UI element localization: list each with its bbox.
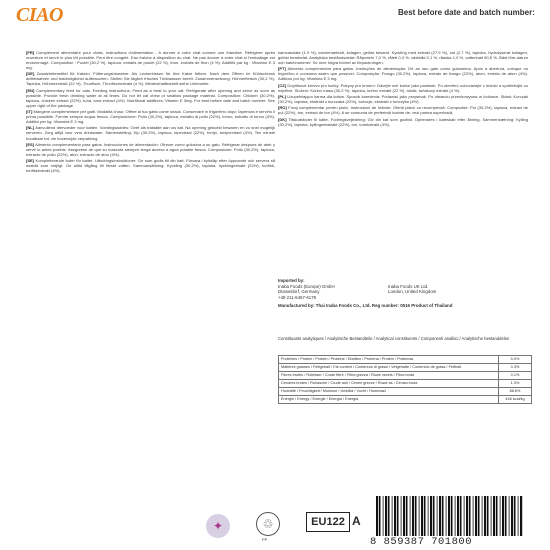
language-code: [ES] bbox=[26, 141, 35, 147]
paragraph bbox=[278, 117, 528, 127]
language-code: [PL] bbox=[278, 93, 286, 99]
nutrition-row bbox=[279, 371, 532, 379]
paragraph-text: Mangime complementare per gatti. Modalità d'uso: Offrire al tuo gatto come snack. Conservare in frigorifero dopo l'apertura e servirlo il prima possibile. Fornire sempre acqua fresca. Composizione: Pollo (30,2%), tapioca, estratto di pollo (22%), tonno, estratto di tonno (4%). Additivi per kg: Vitamina E 3 mg. bbox=[26, 109, 275, 125]
nutrient-label: Fibres brutes / Rohfaser / Crude fibre / Fibra grezza / Ruwe vezels / Fibra bruta bbox=[279, 371, 499, 379]
barcode-bar bbox=[406, 496, 408, 536]
barcode-bar bbox=[502, 496, 504, 536]
paragraph bbox=[26, 158, 275, 173]
language-code: [IT] bbox=[26, 109, 33, 115]
barcode-bar bbox=[446, 496, 447, 536]
paragraph-text: Kompletterande foder för katter. Utfodringsinstruktioner: Ge som godis till din katt. Förvara i kylskåp efter öppnande och servera så snabbt som möjligt. Ge alltid tillgång till färskt vatten. Sammansättning: Kyckling (30,2%), tapioka, kycklingextrakt (22%), tonfisk, tonfiskextrakt (4%). bbox=[26, 158, 275, 174]
paragraph bbox=[26, 125, 275, 140]
nutrient-value: 0.3% bbox=[499, 363, 532, 371]
nutrient-label: Cendres brutes / Rohasche / Crude ash / Ceneri grezze / Ruwe as / Ceniza bruta bbox=[279, 379, 499, 387]
paragraph bbox=[26, 88, 275, 108]
recycle-label: PP bbox=[262, 537, 268, 542]
paragraph bbox=[278, 94, 528, 104]
nutrient-value: 88.6% bbox=[499, 387, 532, 395]
nutrition-row bbox=[279, 363, 532, 371]
barcode-bar bbox=[392, 496, 393, 536]
barcode-bar bbox=[419, 496, 420, 536]
barcode-bar bbox=[520, 496, 522, 536]
barcode-bar bbox=[385, 496, 387, 536]
manufacturer-line: Manufactured by: Thai Inaba Foods Co., Ltd. Reg number: 0516 Product of Thailand bbox=[278, 303, 453, 309]
paragraph bbox=[278, 105, 528, 115]
best-before-label: Best before date and batch number: bbox=[398, 8, 535, 17]
barcode-bar bbox=[437, 496, 438, 536]
barcode-bar bbox=[439, 496, 441, 536]
barcode-bar bbox=[397, 496, 399, 536]
lot-code: EU122 bbox=[306, 512, 350, 532]
nutrition-row bbox=[279, 379, 532, 387]
importer-cell bbox=[388, 295, 508, 301]
barcode-bar bbox=[464, 496, 465, 536]
importer-block bbox=[278, 278, 533, 309]
nutrition-table bbox=[278, 355, 532, 404]
barcode-bar bbox=[473, 496, 474, 536]
barcode-bar bbox=[518, 496, 519, 536]
nutrient-value: 1.3% bbox=[499, 379, 532, 387]
nutrition-row bbox=[279, 356, 532, 364]
nutrient-label: Protéines / Protein / Protein / Proteine / Eiwitten / Proteína / Protein / Proteínas bbox=[279, 356, 499, 364]
language-code: [SE] bbox=[26, 158, 35, 164]
nutrient-label: Énergie / Energy / Energie / Energía / Energia bbox=[279, 395, 499, 403]
barcode-bar bbox=[394, 496, 396, 536]
recycle-icon: ♲ bbox=[256, 512, 280, 536]
barcode-bar bbox=[421, 496, 423, 536]
barcode-bar bbox=[484, 496, 486, 536]
importer-cell: Inaba Foods (Europe) GmbH bbox=[278, 283, 335, 289]
barcode-bar bbox=[455, 496, 456, 536]
paragraph-text: Complementary feed for cats. Feeding instructions: Feed as a treat to your cat. Refrigerate after opening and serve as soon as possible. Provide fresh drinking water at all times. Do not let cat chew or swallow package material. Composition: Chicken (30.2%), tapioca, chicken extract (22%), tuna, tuna extract (4%). Nutritional additives: Vitamin E 3mg. For best before date and batch number: See upper right of the package. bbox=[26, 87, 275, 108]
barcode-bar bbox=[451, 496, 453, 536]
paragraph bbox=[278, 50, 528, 65]
language-code: [EN] bbox=[26, 87, 35, 93]
barcode-bar bbox=[383, 496, 384, 536]
barcode-number: 8 859387 701800 bbox=[370, 536, 473, 548]
barcode-bar bbox=[403, 496, 405, 536]
barcode-bar bbox=[379, 496, 381, 536]
barcode-bar bbox=[376, 496, 378, 536]
paragraph-text: Alimento complementar para gatos. Instruções de alimentação: Dê ao seu gato como guloseima. Após a abertura, coloque no frigorífico e consuma assim que possível. Composição: Frango (30,2%), tapioca, extrato de frango (22%), atum, extrato de atum (4%). Aditivos por kg: Vitamina E 3 mg. bbox=[278, 66, 528, 82]
barcode-bar bbox=[442, 496, 444, 536]
barcode-bar bbox=[460, 496, 462, 536]
importer-cell: Inaba Foods UK Ltd. bbox=[388, 283, 429, 289]
barcode-bar bbox=[491, 496, 492, 536]
language-code: [DK] bbox=[278, 116, 287, 122]
barcode-bar bbox=[487, 496, 489, 536]
nutrition-title: Constituants analytiques / Analytische Bestandteile / Analytical constituents / Componenti analitici / Analytische bestanddelen bbox=[278, 336, 510, 341]
paragraph-text: Complément alimentaire pour chats. Instructions d'alimentation : A donner à votre chat comme une friandise. Réfrigérer après ouverture et servir le plus tôt possible. Peut être congelé. Eau fraîche à disposition du chat. Ne pas donner à votre chat si l'emballage est endommagé. Composition : Poulet (30,2 %), tapioca, extraits de poulet (22 %), thon, extraits de thon (4 %). Additifs par kg : Vitamine E 3 mg. bbox=[26, 50, 275, 71]
paragraph bbox=[278, 83, 528, 93]
paw-icon: ✦ bbox=[213, 519, 224, 533]
lot-grade: A bbox=[352, 514, 361, 528]
paragraph bbox=[278, 66, 528, 81]
importer-cell: London, United Kingdom bbox=[388, 289, 437, 295]
right-text-column bbox=[278, 50, 528, 278]
nutrition-row bbox=[279, 395, 532, 403]
importer-label: Imported by: bbox=[278, 278, 305, 283]
nutrient-value: 0.1% bbox=[499, 371, 532, 379]
paragraph-text: Doplňkové krmivo pro kočky. Pokyny pro krmení: Dávejte své kočce jako pamlsek. Po otevření uchovávejte v lednici a spotřebujte co nejdříve. Složení: Kuřecí maso (30,2 %), tapioka, kuřecí extrakt (22 %), tuňák, tuňákový extrakt (4 %). bbox=[278, 82, 528, 93]
paragraph-text: Aanvullend diervoeder voor katten. Voedingsadvies: Geef als traktatie aan uw kat. Na opening gekoeld bewaren en zo snel mogelijk serveren. Zorg altijd voor vers drinkwater. Samenstelling: Kip (30,2%), tapioca, kipextract (22%), tonijn, tonijnextract (4%). Ten minste houdbaar tot: zie bovenzijde verpakking. bbox=[26, 125, 275, 141]
nutrient-label: Matières grasses / Fettgehalt / Fat content / Contenuto di grassi / Vetgehalte / Contenido de grasa / Fetthalt bbox=[279, 363, 499, 371]
barcode-bar bbox=[509, 496, 510, 536]
barcode-bar bbox=[493, 496, 495, 536]
paragraph-text: Furaj complementar pentru pisici. Instrucțiuni de hrănire: Oferiți pisicii ca recompensă. Compoziție: Pui (30,2%), tapioca, extract de pui (22%), ton, extract de ton (4%). A se consuma de preferință înainte de: vezi partea superioară. bbox=[278, 105, 528, 116]
paragraph-text: Zusatzfuttermittel für Katzen. Fütterungshinweise: Als Leckerbissen für Ihre Katze füttern. Nach dem Öffnen im Kühlschrank aufbewahren und baldmöglichst aufbrauchen. Stellen Sie täglich frisches Trinkwasser bereit. Zusammensetzung: Hühnerfleisch (30,2 %), Tapioka, Hühnerextrakt (22 %), Thunfisch, Thunfischextrakt (4 %). Mindesthaltbarkeit siehe Unterseite. bbox=[26, 71, 275, 87]
barcode-bar bbox=[511, 496, 513, 536]
paragraph bbox=[26, 142, 275, 157]
barcode-bar bbox=[457, 496, 459, 536]
paragraph-text: kamvasulate (1.9 %), vannenaebralt, kolagen, gelöst besamt. Kyckling med extrakt (27,9 %), ost (2,7 %), tapioka, hydrolyserat kollagen, gelöst bearbetat. Analytiska beståndsdelar: Råprotein 7,0 %, råfett 0,3 %, växttråd 0,1 %, råaska 1,0 %, vattenhalt 90,5 %. Bäst före-datum och batchnummer: Se övre högra hörnet av förpackningen. bbox=[278, 50, 528, 66]
language-code: [CZ] bbox=[278, 82, 287, 88]
nutrient-value: 5.0% bbox=[499, 356, 532, 364]
barcode-bar bbox=[469, 496, 471, 536]
barcode-bar bbox=[424, 496, 426, 536]
paragraph-text: Uzupełniająca karma dla kotów. Sposób karmienia: Podawać jako przysmak. Po otwarciu przechowywać w lodówce. Skład: Kurczak (30,2%), tapioka, ekstrakt z kurczaka (22%), tuńczyk, ekstrakt z tuńczyka (4%). bbox=[278, 93, 528, 104]
barcode-bar bbox=[410, 496, 411, 536]
language-code: [RO] bbox=[278, 105, 287, 111]
paragraph bbox=[26, 50, 275, 70]
brand-logo: CIAO bbox=[16, 4, 63, 26]
barcode-bar bbox=[514, 496, 516, 536]
language-code: [PT] bbox=[278, 66, 286, 72]
barcode-bar bbox=[448, 496, 450, 536]
barcode-bar bbox=[412, 496, 414, 536]
barcode-bar bbox=[415, 496, 417, 536]
barcode bbox=[370, 496, 528, 536]
language-code: [FR] bbox=[26, 50, 35, 55]
importer-cell: +49 211-5467-6179 bbox=[278, 294, 317, 300]
barcode-bar bbox=[466, 496, 468, 536]
nutrient-label: Humidité / Feuchtigkeit / Moisture / Umidità / Vocht / Humedad bbox=[279, 387, 499, 395]
barcode-bar bbox=[401, 496, 402, 536]
barcode-bar bbox=[475, 496, 477, 536]
barcode-bar bbox=[500, 496, 501, 536]
paragraph-text: Alimento complementario para gatos. Instrucciones de alimentación: Ofrecer como golosina a su gato. Refrigerar después de abrir y servir lo antes posible. Asegúrese de que su mascota siempre tenga acceso a agua potable fresca. Composición: Pollo (30,2%), tapioca, extracto de pollo (22%), atún, extracto de atún (4%). bbox=[26, 141, 275, 157]
paragraph-text: Tilskudsfoder til katte. Fodringsvejledning: Giv din kat som godbid. Opbevares i køleskab efter åbning. Sammensætning: Kylling (30,2%), tapioka, kyllingeekstrakt (22%), tun, tunekstrakt (4%). bbox=[278, 116, 528, 127]
nutrition-row bbox=[279, 387, 532, 395]
language-code: [NL] bbox=[26, 125, 35, 131]
barcode-bar bbox=[433, 496, 435, 536]
barcode-bar bbox=[496, 496, 498, 536]
barcode-bar bbox=[428, 496, 429, 536]
importer-row bbox=[278, 295, 533, 301]
barcode-bar bbox=[388, 496, 390, 536]
language-code: [DE] bbox=[26, 71, 35, 77]
paragraph bbox=[26, 71, 275, 86]
barcode-bar bbox=[482, 496, 483, 536]
importer-cell: Düsseldorf, Germany bbox=[278, 289, 320, 295]
barcode-bar bbox=[430, 496, 432, 536]
nutrient-value: 446 kcal/kg bbox=[499, 395, 532, 403]
barcode-bar bbox=[478, 496, 480, 536]
left-text-column bbox=[26, 50, 275, 500]
paragraph bbox=[26, 109, 275, 124]
barcode-bar bbox=[505, 496, 507, 536]
